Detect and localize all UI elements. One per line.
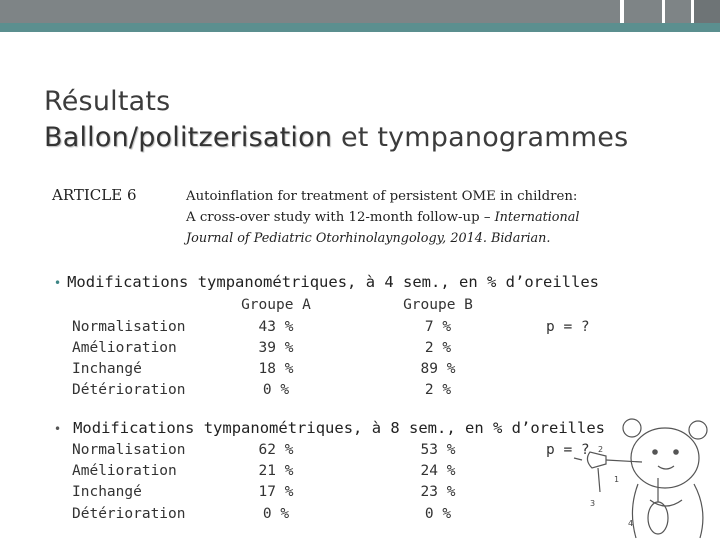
title-line1: Résultats — [44, 86, 171, 117]
figure-number: 2 — [598, 445, 604, 454]
figure-number: 3 — [590, 499, 596, 508]
figure-number: 1 — [614, 475, 620, 484]
top-gray-square — [665, 0, 691, 23]
top-gray-square — [624, 0, 662, 23]
group-a-value: 0 % — [262, 506, 290, 522]
row-label: Amélioration — [72, 463, 177, 479]
group-b-value: 2 % — [424, 382, 452, 398]
bullet-icon: • — [54, 422, 62, 436]
bear-body — [632, 484, 638, 538]
device-tube — [606, 460, 642, 462]
row-label: Normalisation — [72, 319, 186, 335]
title-line2 — [44, 120, 628, 156]
bear-mouth — [658, 466, 674, 469]
group-a-value: 18 % — [258, 361, 294, 377]
section2-heading — [54, 419, 605, 437]
autoinflation-illustration — [570, 400, 720, 540]
article-label: ARTICLE 6 — [52, 186, 137, 204]
title-rest: et tympanogrammes — [332, 122, 629, 153]
row-label: Inchangé — [72, 484, 142, 500]
article-line3: Journal of Pediatric Otorhinolayngology, 2014. Bidarian. — [186, 231, 551, 246]
bear-eye — [674, 450, 678, 454]
row-label: Amélioration — [72, 340, 177, 356]
balloon — [648, 502, 668, 534]
title-emphasis: Ballon/politzerisation — [44, 122, 333, 153]
top-decor-bar — [0, 0, 720, 34]
row-label: Détérioration — [72, 382, 186, 398]
group-b-value: 53 % — [420, 442, 456, 458]
group-a-value: 21 % — [258, 463, 294, 479]
article-line1: Autoinflation for treatment of persistent OME in children: — [186, 189, 578, 204]
device-line — [574, 458, 582, 460]
group-a-value: 62 % — [258, 442, 294, 458]
group-b-header: Groupe B — [403, 297, 473, 313]
bear-body — [694, 484, 703, 538]
article-reference — [186, 186, 656, 249]
bear-eye — [653, 450, 657, 454]
bear-head — [631, 428, 699, 488]
bear-ear — [689, 421, 707, 439]
device-nozzle — [587, 452, 606, 468]
journal-name-start: International — [490, 210, 580, 225]
top-teal-stripe — [0, 23, 720, 32]
figure-number: 4 — [628, 519, 634, 528]
article-line2 — [186, 207, 656, 228]
group-a-value: 0 % — [262, 382, 290, 398]
row-label: Normalisation — [72, 442, 186, 458]
group-b-value: 0 % — [424, 506, 452, 522]
top-gray-square — [694, 0, 720, 23]
group-b-value: 24 % — [420, 463, 456, 479]
group-a-value: 43 % — [258, 319, 294, 335]
p-value: p = ? — [546, 442, 590, 458]
device-stem — [598, 468, 600, 492]
group-b-value: 7 % — [424, 319, 452, 335]
article-line2-text: A cross-over study with 12-month follow-up – — [186, 210, 491, 225]
group-a-header: Groupe A — [241, 297, 311, 313]
group-a-value: 17 % — [258, 484, 294, 500]
group-a-value: 39 % — [258, 340, 294, 356]
section1-heading-text: Modifications tympanométriques, à 4 sem., en % d’oreilles — [67, 273, 599, 291]
bear-ear — [623, 419, 641, 437]
top-gray-band — [0, 0, 620, 23]
p-value: p = ? — [546, 319, 590, 335]
bullet-icon: • — [54, 276, 62, 290]
section1-heading — [54, 273, 599, 291]
slide-title — [44, 84, 628, 156]
section2-heading-text: Modifications tympanométriques, à 8 sem., en % d’oreilles — [73, 419, 605, 437]
group-b-value: 89 % — [420, 361, 456, 377]
group-b-value: 23 % — [420, 484, 456, 500]
group-b-value: 2 % — [424, 340, 452, 356]
row-label: Détérioration — [72, 506, 186, 522]
row-label: Inchangé — [72, 361, 142, 377]
